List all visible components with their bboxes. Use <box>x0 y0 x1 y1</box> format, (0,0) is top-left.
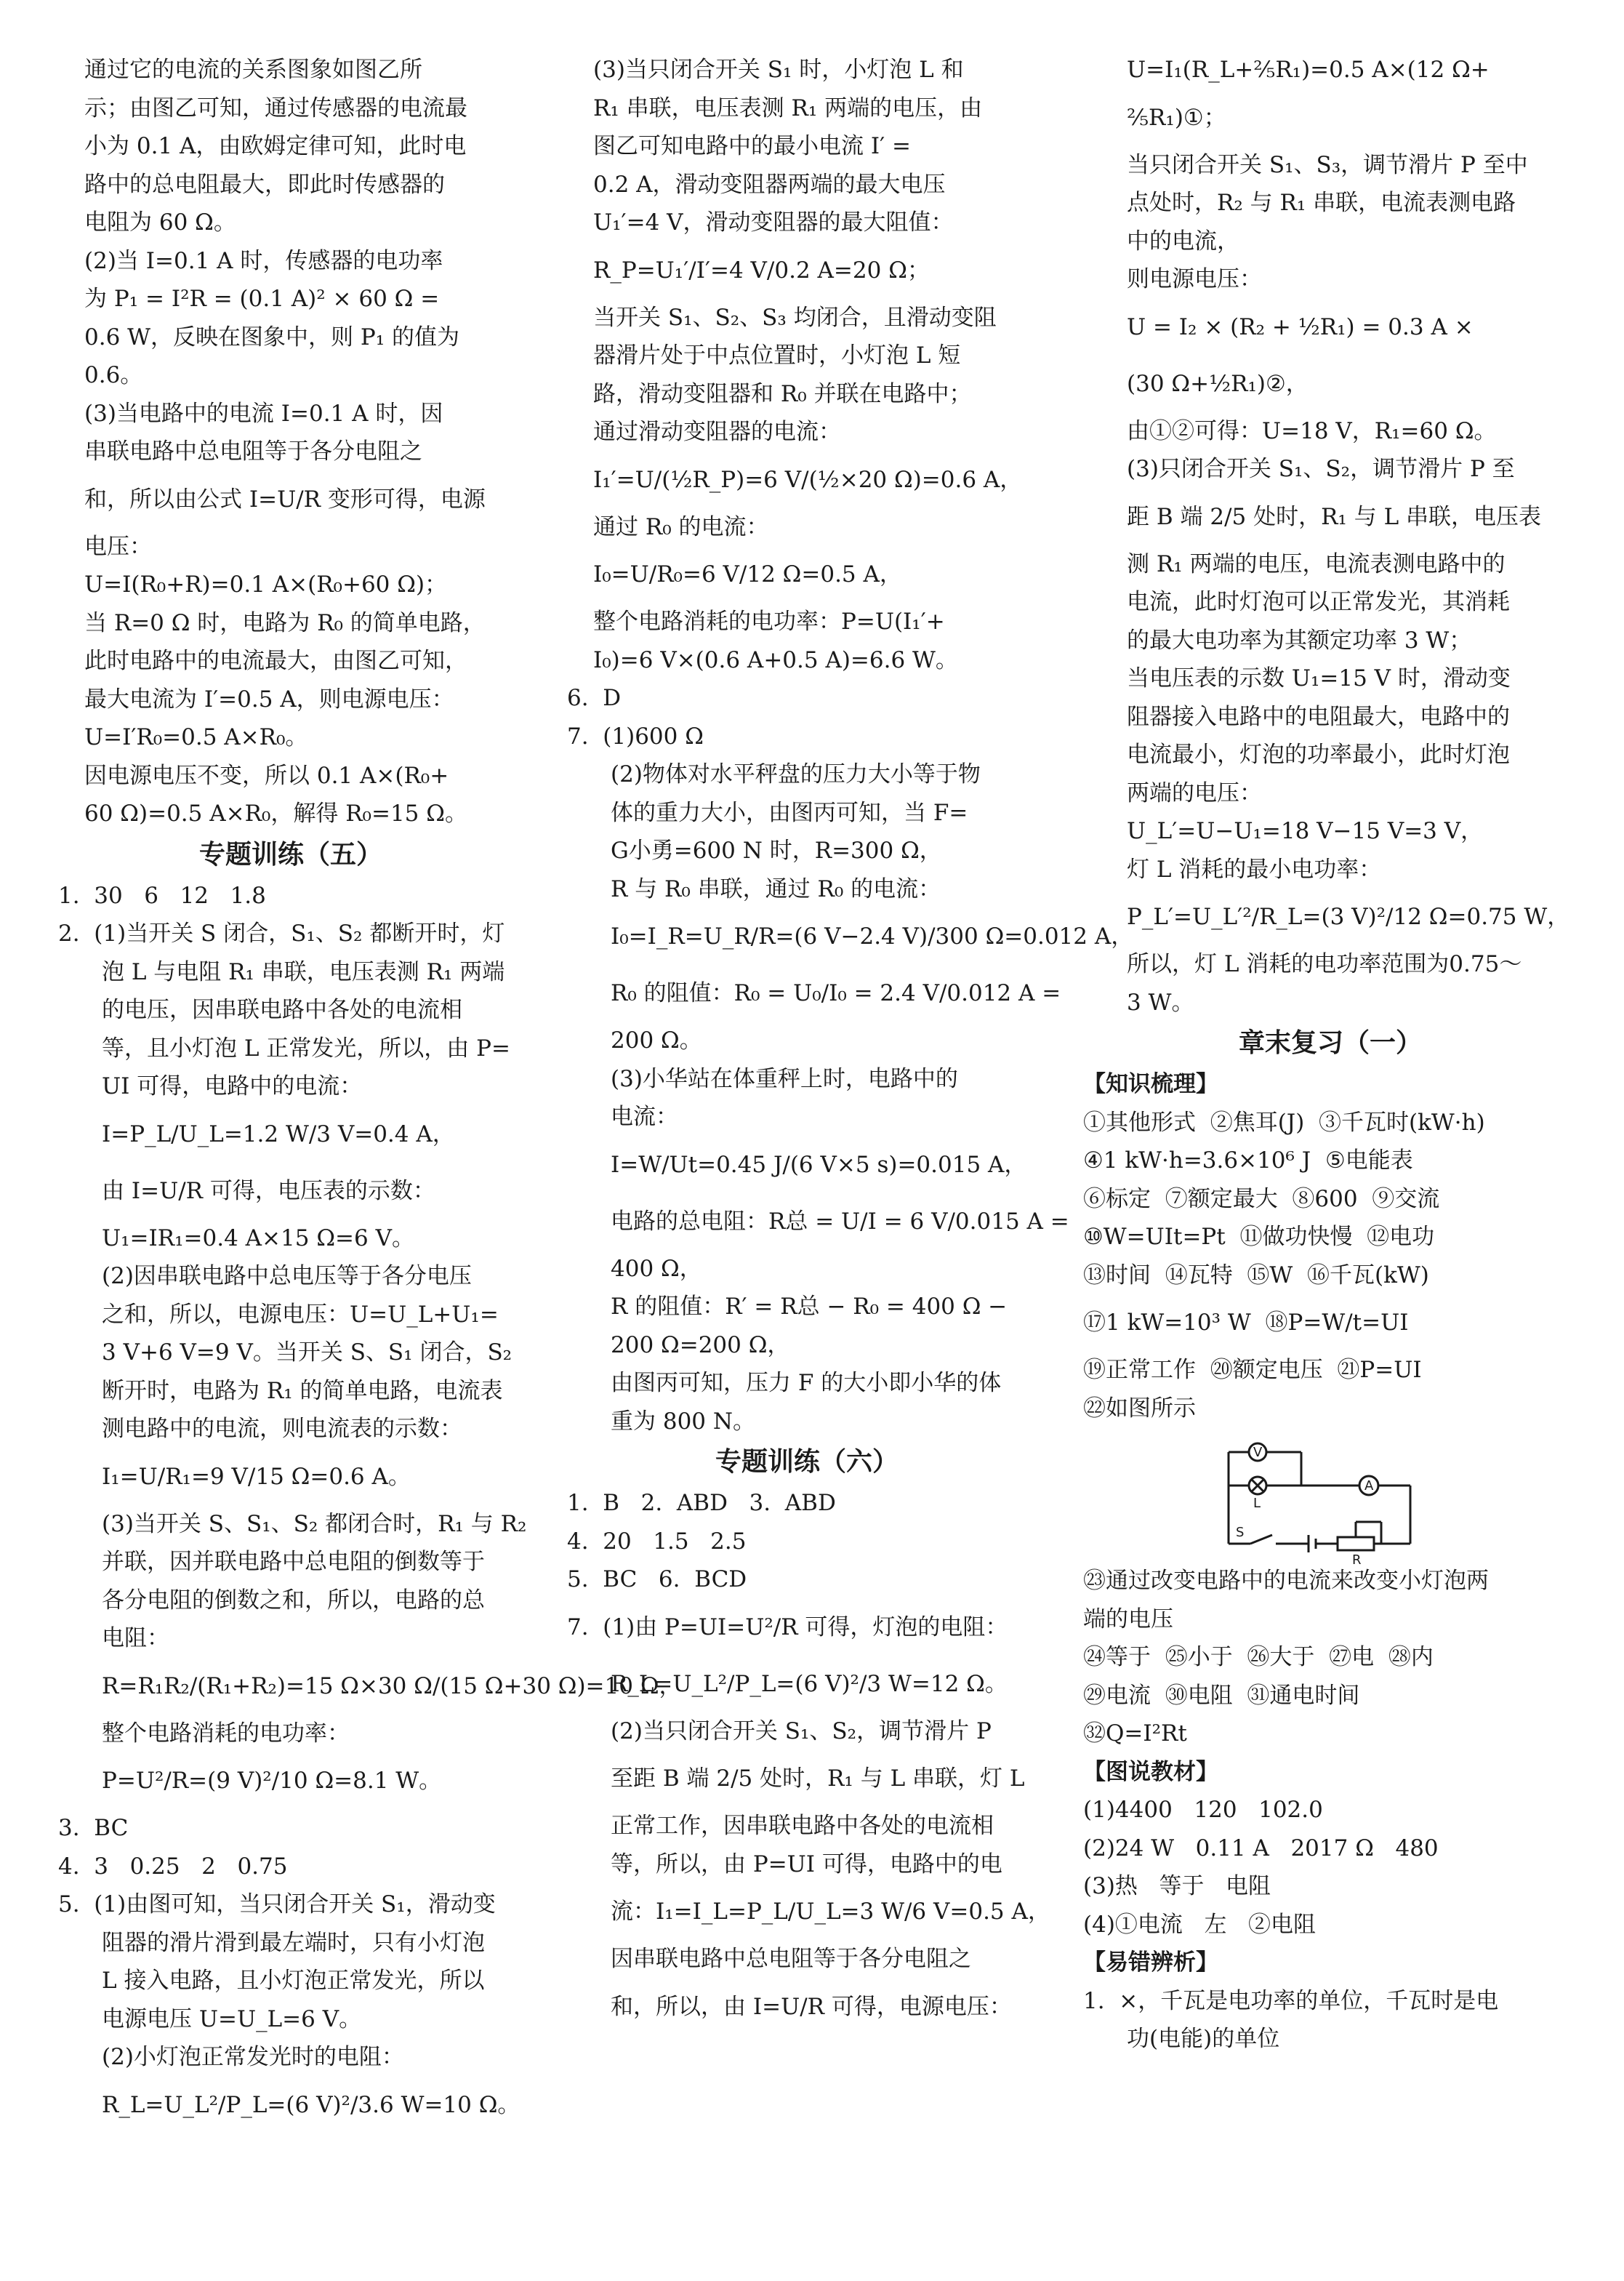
answer-line: G小勇=600 N 时，R=300 Ω， <box>611 838 942 864</box>
answer-line: UI 可得，电路中的电流： <box>102 1073 363 1099</box>
answer-line: (3)热 等于 电阻 <box>1083 1873 1271 1899</box>
answer-line: 断开时，电路为 R₁ 的简单电路，电流表 <box>102 1377 503 1404</box>
ammeter-label: A <box>1364 1478 1374 1494</box>
answer-line: ⑥标定 ⑦额定最大 ⑧600 ⑨交流 <box>1083 1185 1440 1212</box>
answer-line: I₀)=6 V×(0.6 A+0.5 A)=6.6 W。 <box>593 646 958 673</box>
answer-line: (3)小华站在体重秤上时，电路中的 <box>611 1065 958 1092</box>
answer-line: 串联电路中总电阻等于各分电阻之 <box>84 438 422 465</box>
answer-line: 路，滑动变阻器和 R₀ 并联在电路中； <box>593 380 972 407</box>
answer-line: ㉙电流 ㉚电阻 ㉛通电时间 <box>1083 1682 1360 1709</box>
answer-line: (2)当 I=0.1 A 时，传感器的电功率 <box>84 247 443 274</box>
answer-line: 2. (1)当开关 S 闭合，S₁、S₂ 都断开时，灯 <box>58 921 505 947</box>
answer-line: (2)当只闭合开关 S₁、S₂，调节滑片 P <box>611 1717 992 1744</box>
answer-line: 距 B 端 2/5 处时，R₁ 与 L 串联，电压表 <box>1127 503 1542 530</box>
circuit-diagram-svg <box>1214 1435 1432 1568</box>
rheostat-label: R <box>1352 1552 1362 1568</box>
answer-line: 7. (1)由 P=UI=U²/R 可得，灯泡的电阻： <box>567 1613 1008 1640</box>
answer-line: (2)因串联电路中总电压等于各分电压 <box>102 1263 472 1289</box>
answer-line: ④1 kW·h=3.6×10⁶ J ⑤电能表 <box>1083 1147 1413 1174</box>
answer-line: 图乙可知电路中的最小电流 I′ = <box>593 133 911 159</box>
answer-line: (1)4400 120 102.0 <box>1083 1797 1323 1823</box>
answer-line: R=R₁R₂/(R₁+R₂)=15 Ω×30 Ω/(15 Ω+30 Ω)=10 Ω， <box>102 1672 682 1699</box>
answer-line: 的电压，因串联电路中各处的电流相 <box>102 997 462 1023</box>
answer-line: I₁′=U/(½R_P)=6 V/(½×20 Ω)=0.6 A， <box>593 466 1023 493</box>
answer-line: 阻器的滑片滑到最左端时，只有小灯泡 <box>102 1929 485 1956</box>
answer-line: I₀=I_R=U_R/R=(6 V−2.4 V)/300 Ω=0.012 A， <box>611 923 1134 950</box>
answer-line: 5. BC 6. BCD <box>567 1566 747 1592</box>
answer-line: U=I(R₀+R)=0.1 A×(R₀+60 Ω)； <box>84 572 448 598</box>
answer-line: I=P_L/U_L=1.2 W/3 V=0.4 A， <box>102 1121 455 1147</box>
answer-line: I₀=U/R₀=6 V/12 Ω=0.5 A， <box>593 561 902 588</box>
answer-line: R₁ 串联，电压表测 R₁ 两端的电压，由 <box>593 95 983 121</box>
answer-line: 3. BC <box>58 1815 129 1841</box>
answer-line: 电流最小，灯泡的功率最小，此时灯泡 <box>1127 742 1510 768</box>
answer-line: 因电源电压不变，所以 0.1 A×(R₀+ <box>84 762 449 789</box>
section-heading: 专题训练（五） <box>198 839 382 870</box>
answer-line: 阻器接入电路中的电阻最大，电路中的 <box>1127 703 1510 730</box>
answer-line: U₁′=4 V，滑动变阻器的最大阻值： <box>593 209 954 236</box>
answer-line: 器滑片处于中点位置时，小灯泡 L 短 <box>593 342 961 369</box>
answer-line: (3)当电路中的电流 I=0.1 A 时，因 <box>84 400 443 427</box>
answer-line: 1. ×，千瓦是电功率的单位，千瓦时是电 <box>1083 1987 1499 2014</box>
answer-line: P=U²/R=(9 V)²/10 Ω=8.1 W。 <box>102 1768 442 1794</box>
answer-line: 点处时，R₂ 与 R₁ 串联，电流表测电路 <box>1127 190 1516 216</box>
answer-line: 由①②可得：U=18 V，R₁=60 Ω。 <box>1127 417 1497 444</box>
answer-line: 测电路中的电流，则电流表的示数： <box>102 1416 462 1442</box>
voltmeter-label: V <box>1253 1445 1263 1460</box>
answer-line: 3 W。 <box>1127 989 1194 1016</box>
answer-line: (3)当只闭合开关 S₁ 时，小灯泡 L 和 <box>593 57 964 83</box>
answer-line: 6. D <box>567 685 622 711</box>
answer-line: 中的电流， <box>1127 228 1239 254</box>
answer-line: 之和，所以，电源电压：U=U_L+U₁= <box>102 1301 499 1328</box>
subsection-heading: 【易错辨析】 <box>1083 1949 1218 1976</box>
answer-line: U₁=IR₁=0.4 A×15 Ω=6 V。 <box>102 1224 414 1251</box>
answer-line: R_P=U₁′/I′=4 V/0.2 A=20 Ω； <box>593 257 930 284</box>
answer-line: 200 Ω。 <box>611 1027 702 1054</box>
answer-line: (3)当开关 S、S₁、S₂ 都闭合时，R₁ 与 R₂ <box>102 1510 527 1537</box>
answer-line: ⑲正常工作 ⑳额定电压 ㉑P=UI <box>1083 1357 1422 1383</box>
answer-line: 整个电路消耗的电功率：P=U(I₁′+ <box>593 609 945 635</box>
answer-line: 电流： <box>611 1104 678 1130</box>
answer-line: 功(电能)的单位 <box>1127 2026 1280 2052</box>
answer-line: 当开关 S₁、S₂、S₃ 均闭合，且滑动变阻 <box>593 304 997 331</box>
answer-line: (3)只闭合开关 S₁、S₂，调节滑片 P 至 <box>1127 456 1515 482</box>
answer-line: 等，且小灯泡 L 正常发光，所以，由 P= <box>102 1035 510 1062</box>
answer-line: 至距 B 端 2/5 处时，R₁ 与 L 串联，灯 L <box>611 1765 1025 1792</box>
answer-line: 流：I₁=I_L=P_L/U_L=3 W/6 V=0.5 A， <box>611 1899 1050 1925</box>
answer-column-3 <box>1083 51 1577 2058</box>
answer-line: ①其他形式 ②焦耳(J) ③千瓦时(kW·h) <box>1083 1109 1485 1136</box>
answer-line: 电流，此时灯泡可以正常发光，其消耗 <box>1127 589 1510 615</box>
answer-line: ㉔等于 ㉕小于 ㉖大于 ㉗电 ㉘内 <box>1083 1644 1434 1670</box>
answer-line: 整个电路消耗的电功率： <box>102 1720 350 1747</box>
answer-line: 测 R₁ 两端的电压，电流表测电路中的 <box>1127 550 1506 577</box>
answer-line: 并联，因并联电路中总电阻的倒数等于 <box>102 1549 485 1575</box>
answer-line: U=I₁(R_L+⅖R₁)=0.5 A×(12 Ω+ <box>1127 57 1490 83</box>
answer-line: (2)24 W 0.11 A 2017 Ω 480 <box>1083 1835 1439 1861</box>
answer-line: I₁=U/R₁=9 V/15 Ω=0.6 A。 <box>102 1463 411 1490</box>
answer-line: 电压： <box>84 533 152 560</box>
answer-line: 灯 L 消耗的最小电功率： <box>1127 856 1382 883</box>
answer-line: R 的阻值：R′ = R总 − R₀ = 400 Ω − <box>611 1294 1008 1320</box>
answer-column-2 <box>567 51 1134 2035</box>
answer-line: (4)①电流 左 ②电阻 <box>1083 1911 1317 1938</box>
subsection-heading: 【知识梳理】 <box>1083 1071 1218 1097</box>
switch-label: S <box>1236 1525 1245 1540</box>
answer-line: 当只闭合开关 S₁、S₃，调节滑片 P 至中 <box>1127 151 1528 178</box>
answer-line: ⑰1 kW=10³ W ⑱P=W/t=UI <box>1083 1310 1409 1336</box>
circuit-diagram <box>1083 1427 1577 1568</box>
answer-line: 此时电路中的电流最大，由图乙可知， <box>84 648 467 674</box>
section-heading: 专题训练（六） <box>715 1447 899 1477</box>
answer-line: 400 Ω， <box>611 1255 702 1282</box>
answer-line: U=I′R₀=0.5 A×R₀。 <box>84 724 308 750</box>
answer-line: ㉒如图所示 <box>1083 1395 1196 1422</box>
answer-line: 电路的总电阻：R总 = U/I = 6 V/0.015 A = <box>611 1208 1069 1235</box>
answer-line: R 与 R₀ 串联，通过 R₀ 的电流： <box>611 875 941 902</box>
answer-line: 通过它的电流的关系图象如图乙所 <box>84 57 422 83</box>
answer-line: ⅖R₁)①； <box>1127 104 1226 131</box>
answer-line: 200 Ω=200 Ω， <box>611 1331 790 1358</box>
answer-line: 所以，灯 L 消耗的电功率范围为0.75～ <box>1127 951 1522 977</box>
answer-line: 0.6。 <box>84 362 143 388</box>
answer-line: 两端的电压： <box>1127 779 1262 806</box>
section-heading: 章末复习（一） <box>1238 1028 1422 1058</box>
answer-line: 5. (1)由图可知，当只闭合开关 S₁，滑动变 <box>58 1891 496 1917</box>
answer-line: (30 Ω+½R₁)②， <box>1127 370 1309 397</box>
answer-line: L 接入电路，且小灯泡正常发光，所以 <box>102 1968 485 1994</box>
answer-line: 通过滑动变阻器的电流： <box>593 419 841 445</box>
answer-line: 等，所以，由 P=UI 可得，电路中的电 <box>611 1851 1002 1877</box>
answer-line: 4. 20 1.5 2.5 <box>567 1528 747 1555</box>
answer-line: 电阻： <box>102 1625 169 1651</box>
answer-line: I=W/Ut=0.45 J/(6 V×5 s)=0.015 A， <box>611 1151 1027 1178</box>
answer-line: U_L′=U−U₁=18 V−15 V=3 V， <box>1127 818 1484 844</box>
answer-line: 0.2 A，滑动变阻器两端的最大电压 <box>593 171 946 198</box>
answer-line: 重为 800 N。 <box>611 1408 756 1435</box>
subsection-heading: 【图说教材】 <box>1083 1758 1218 1785</box>
answer-line: 小为 0.1 A，由欧姆定律可知，此时电 <box>84 133 467 159</box>
answer-line: 0.6 W，反映在图象中，则 P₁ 的值为 <box>84 324 460 350</box>
lamp-label: L <box>1253 1496 1261 1511</box>
answer-line: 由图丙可知，压力 F 的大小即小华的体 <box>611 1370 1002 1396</box>
answer-line: 4. 3 0.25 2 0.75 <box>58 1853 288 1880</box>
answer-line: R₀ 的阻值：R₀ = U₀/I₀ = 2.4 V/0.012 A = <box>611 980 1061 1006</box>
answer-line: 和，所以，由 I=U/R 可得，电源电压： <box>611 1993 1012 2020</box>
answer-line: 电阻为 60 Ω。 <box>84 209 236 236</box>
answer-line: 正常工作，因串联电路中各处的电流相 <box>611 1813 994 1839</box>
answer-line: 体的重力大小，由图丙可知，当 F= <box>611 799 968 826</box>
answer-line: R_L=U_L²/P_L=(6 V)²/3.6 W=10 Ω。 <box>102 2091 520 2118</box>
answer-line: 7. (1)600 Ω <box>567 723 704 750</box>
answer-line: (2)小灯泡正常发光时的电阻： <box>102 2044 404 2070</box>
answer-line: U = I₂ × (R₂ + ½R₁) = 0.3 A × <box>1127 313 1474 340</box>
answer-line: ⑬时间 ⑭瓦特 ⑮W ⑯千瓦(kW) <box>1083 1262 1429 1288</box>
answer-line: 示；由图乙可知，通过传感器的电流最 <box>84 95 467 121</box>
answer-line: 电源电压 U=U_L=6 V。 <box>102 2005 362 2032</box>
answer-line: 泡 L 与电阻 R₁ 串联，电压表测 R₁ 两端 <box>102 958 505 985</box>
answer-line: 为 P₁ = I²R = (0.1 A)² × 60 Ω = <box>84 286 440 312</box>
answer-line: 由 I=U/R 可得，电压表的示数： <box>102 1177 435 1204</box>
answer-line: P_L′=U_L′²/R_L=(3 V)²/12 Ω=0.75 W， <box>1127 904 1570 930</box>
answer-line: R_L=U_L²/P_L=(6 V)²/3 W=12 Ω。 <box>611 1670 1008 1697</box>
answer-line: 3 V+6 V=9 V。当开关 S、S₁ 闭合，S₂ <box>102 1339 512 1366</box>
answer-line: ㉓通过改变电路中的电流来改变小灯泡两 <box>1083 1568 1489 1594</box>
answer-line: 则电源电压： <box>1127 266 1262 292</box>
answer-line: 1. B 2. ABD 3. ABD <box>567 1490 836 1516</box>
answer-line: ⑩W=UIt=Pt ⑪做功快慢 ⑫电功 <box>1083 1224 1435 1250</box>
answer-line: 当 R=0 Ω 时，电路为 R₀ 的简单电路， <box>84 609 486 636</box>
answer-line: 通过 R₀ 的电流： <box>593 513 769 540</box>
answer-line: 因串联电路中总电阻等于各分电阻之 <box>611 1946 971 1972</box>
answer-line: 1. 30 6 12 1.8 <box>58 882 266 909</box>
answer-line: 的最大电功率为其额定功率 3 W； <box>1127 627 1472 654</box>
answer-line: ㉜Q=I²Rt <box>1083 1720 1187 1747</box>
answer-line: 60 Ω)=0.5 A×R₀，解得 R₀=15 Ω。 <box>84 801 467 827</box>
answer-line: 当电压表的示数 U₁=15 V 时，滑动变 <box>1127 665 1511 691</box>
answer-line: (2)物体对水平秤盘的压力大小等于物 <box>611 761 981 787</box>
answer-line: 端的电压 <box>1083 1605 1173 1632</box>
answer-line: 各分电阻的倒数之和，所以，电路的总 <box>102 1587 485 1613</box>
answer-line: 路中的总电阻最大，即此时传感器的 <box>84 171 445 198</box>
answer-line: 和，所以由公式 I=U/R 变形可得，电源 <box>84 486 486 513</box>
answer-line: 最大电流为 I′=0.5 A，则电源电压： <box>84 686 454 713</box>
